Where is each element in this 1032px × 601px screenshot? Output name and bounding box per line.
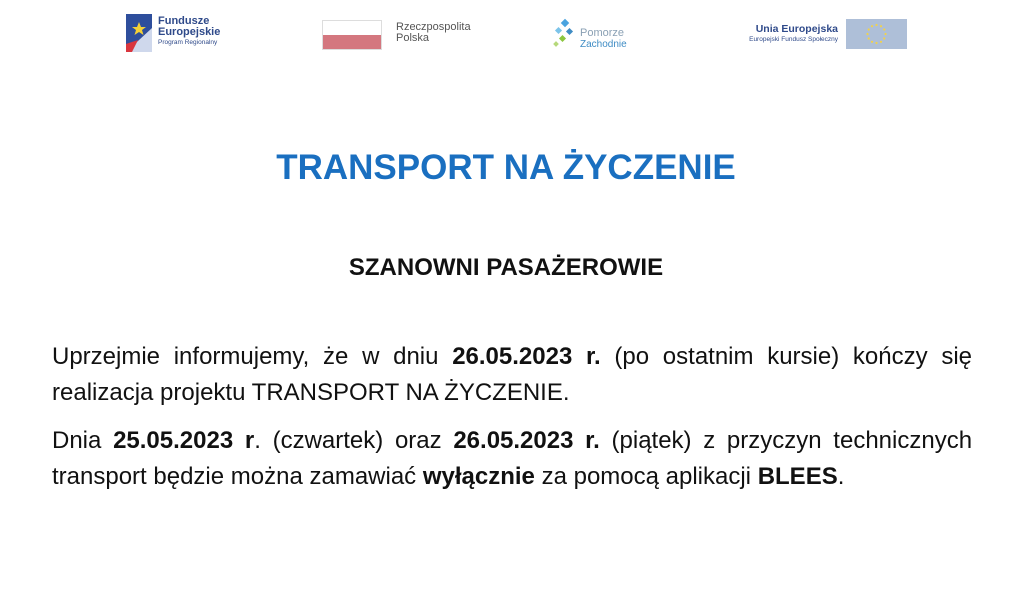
eu-star-icon xyxy=(868,37,870,39)
pomorze-line1: Pomorze xyxy=(580,27,625,39)
rzeczpospolita-line1: Rzeczpospolita xyxy=(396,21,471,33)
eu-star-icon xyxy=(880,25,882,27)
eu-star-icon xyxy=(875,24,877,26)
fundusze-line2: Europejskie xyxy=(158,26,221,38)
p1-text-1: Uprzejmie informujemy, że w dniu xyxy=(52,343,453,370)
eu-star-icon xyxy=(868,28,870,30)
paragraph-1 xyxy=(52,339,972,411)
unia-line1: Unia Europejska xyxy=(755,23,838,35)
rzeczpospolita-line2: Polska xyxy=(396,32,430,44)
pomorze-zachodnie-text xyxy=(580,28,627,50)
eu-star-icon xyxy=(871,41,873,43)
page-title: TRANSPORT NA ŻYCZENIE xyxy=(276,148,736,187)
p2-text-2: . (czwartek) oraz xyxy=(254,427,454,454)
eu-star-icon xyxy=(871,25,873,27)
logo-pomorze-zachodnie xyxy=(552,12,662,56)
p2-text-3: (piątek) z przyczyn technicznych transport będzie można zamawiać xyxy=(52,427,973,490)
logo-fundusze-europejskie xyxy=(124,12,264,56)
p2-date-2: 26.05.2023 r. xyxy=(453,427,600,454)
pomorze-zachodnie-mark-icon xyxy=(552,18,578,50)
logo-unia-europejska xyxy=(706,12,910,56)
fundusze-europejskie-star-icon xyxy=(126,14,152,52)
eu-star-icon xyxy=(866,33,868,35)
greeting: SZANOWNI PASAŻEROWIE xyxy=(348,254,664,281)
paragraph-2 xyxy=(52,423,972,495)
p1-date: 26.05.2023 r. xyxy=(452,343,601,370)
logo-strip xyxy=(0,12,1032,56)
pomorze-line2: Zachodnie xyxy=(580,39,627,50)
unia-europejska-text xyxy=(706,24,838,43)
p2-emphasis-exclusively: wyłącznie xyxy=(422,463,535,490)
unia-line2: Europejski Fundusz Społeczny xyxy=(749,35,838,43)
fundusze-line1: Fundusze xyxy=(158,15,210,27)
p2-app-name: BLEES xyxy=(757,463,838,490)
p2-text-1: Dnia xyxy=(52,427,114,454)
eu-star-icon xyxy=(883,28,885,30)
eu-star-icon xyxy=(875,42,877,44)
rzeczpospolita-text xyxy=(396,22,471,44)
logo-rzeczpospolita-polska xyxy=(320,12,505,56)
fundusze-europejskie-text xyxy=(158,16,220,47)
p1-text-2: (po ostatnim kursie) kończy się realizacja projektu TRANSPORT NA ŻYCZENIE. xyxy=(52,343,972,406)
p2-text-4: za pomocą aplikacji xyxy=(534,463,758,490)
polish-flag-icon xyxy=(322,20,382,50)
eu-star-icon xyxy=(880,41,882,43)
p2-text-5: . xyxy=(837,463,845,490)
eu-flag-icon xyxy=(846,19,907,49)
eu-star-icon xyxy=(883,37,885,39)
eu-star-icon xyxy=(884,33,886,35)
p2-date-1: 25.05.2023 r xyxy=(113,427,255,454)
announcement-body xyxy=(52,339,972,495)
fundusze-line3: Program Regionalny xyxy=(158,39,218,46)
